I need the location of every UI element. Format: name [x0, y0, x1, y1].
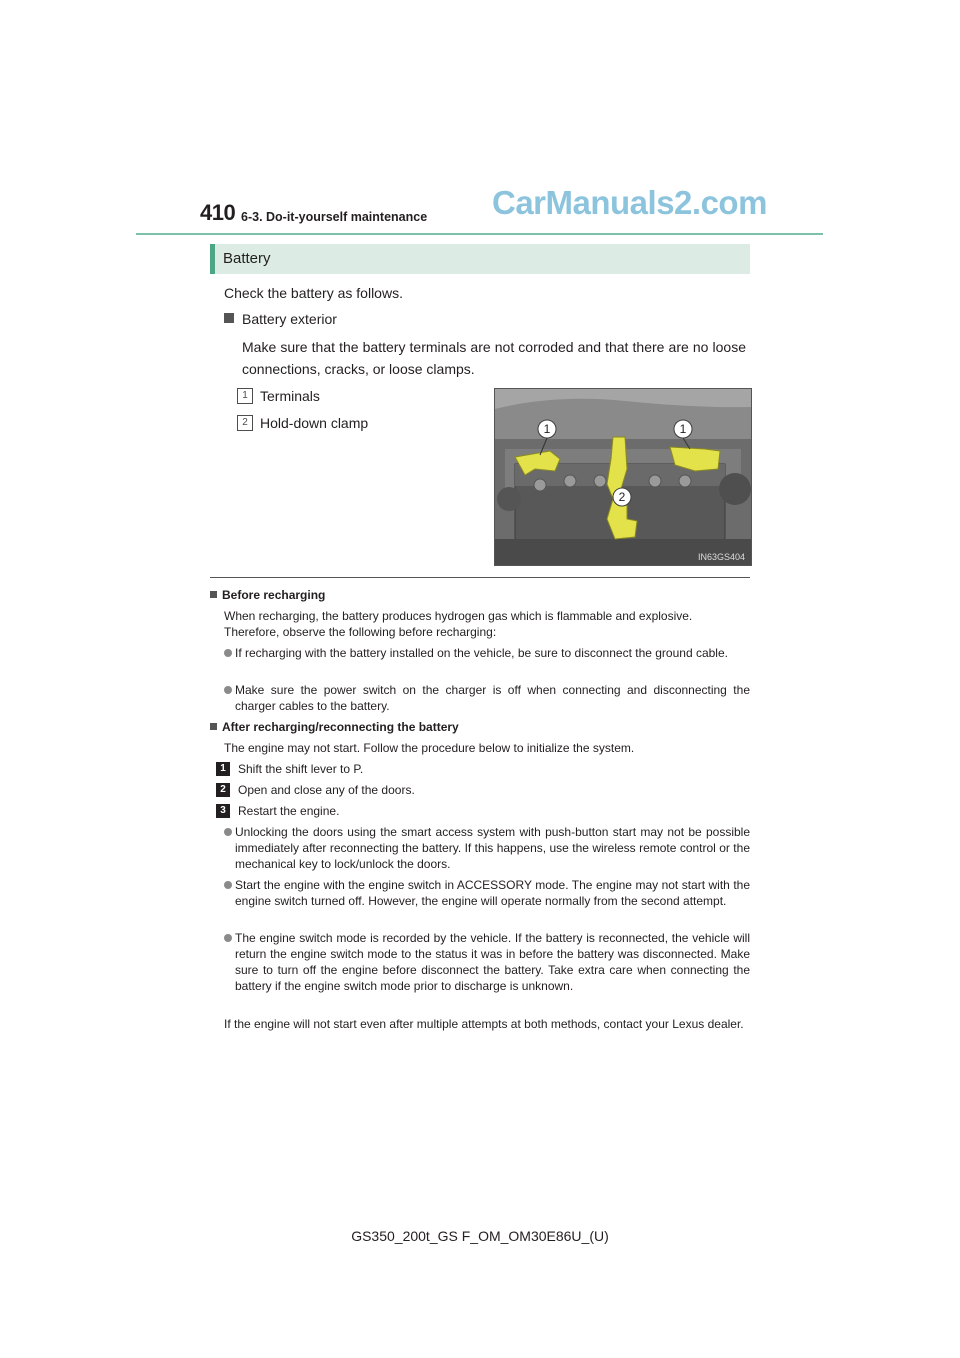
battery-heading-accent [210, 244, 215, 274]
square-bullet-icon [210, 591, 217, 598]
step-number-2: 2 [216, 783, 230, 797]
recharging-heading: Before recharging [222, 588, 326, 602]
header-rule [136, 233, 823, 235]
section-title: 6-3. Do-it-yourself maintenance [241, 210, 428, 224]
step-2-text: Open and close any of the doors. [238, 783, 415, 797]
recharging-heading-row [210, 587, 325, 603]
bullet-dot-icon [224, 881, 232, 889]
recharging-bullet-1: If recharging with the battery installed on the vehicle, be sure to disconnect the ground cable. [224, 645, 750, 661]
legend-label-terminals: Terminals [260, 388, 320, 404]
figure-code: IN63GS404 [697, 552, 745, 562]
document-code: GS350_200t_GS F_OM_OM30E86U_(U) [351, 1228, 609, 1244]
step-3-text: Restart the engine. [238, 804, 340, 818]
after-bullet-1: Unlocking the doors using the smart access system with push-button start may not be possible immediately after reconnecting the battery. If this happens, use the wireless remote control or the mechanical key to lock/unlock the doors. [224, 824, 750, 872]
exterior-text: Make sure that the battery terminals are not corroded and that there are no loose connections, cracks, or loose clamps. [242, 339, 746, 377]
bullet-dot-icon [224, 828, 232, 836]
callout-2: 2 [618, 490, 626, 504]
square-bullet-icon [224, 313, 234, 323]
bullet-dot-icon [224, 649, 232, 657]
square-bullet-icon [210, 723, 217, 730]
callout-1-left: 1 [543, 422, 551, 436]
exterior-heading: Battery exterior [242, 311, 337, 327]
legend-number-2: 2 [237, 415, 253, 431]
after-bullet-2: Start the engine with the engine switch in ACCESSORY mode. The engine may not start with the engine switch turned off. However, the engine will operate normally from the second attempt. [224, 877, 750, 909]
battery-heading: Battery [223, 250, 271, 267]
after-heading-row [210, 719, 459, 735]
watermark: CarManuals2.com [492, 184, 767, 221]
recharging-text: When recharging, the battery produces hydrogen gas which is flammable and explosive. Therefore, observe the following before recharging: [224, 609, 693, 639]
closing-text: If the engine will not start even after multiple attempts at both methods, contact your Lexus dealer. [224, 1017, 744, 1031]
legend-number-1: 1 [237, 388, 253, 404]
battery-intro: Check the battery as follows. [224, 285, 403, 301]
battery-illustration [494, 388, 752, 566]
exterior-heading-row [224, 308, 337, 330]
bullet-dot-icon [224, 686, 232, 694]
page-number: 410 [200, 200, 236, 225]
battery-heading-bar [210, 244, 750, 274]
recharging-bullet-2: Make sure the power switch on the charger is off when connecting and disconnecting the charger cables to the battery. [224, 682, 750, 714]
step-number-1: 1 [216, 762, 230, 776]
battery-illustration-svg [495, 389, 751, 565]
step-number-3: 3 [216, 804, 230, 818]
after-heading: After recharging/reconnecting the battery [222, 720, 459, 734]
bullet-dot-icon [224, 934, 232, 942]
section-divider [210, 577, 750, 578]
legend-label-clamp: Hold-down clamp [260, 415, 369, 431]
callout-1-right: 1 [679, 422, 687, 436]
step-1-text: Shift the shift lever to P. [238, 762, 364, 776]
after-bullet-3: The engine switch mode is recorded by the vehicle. If the battery is reconnected, the vehicle will return the engine switch mode to the status it was in before the battery was disconnected. Make sure to turn off the engine before disconnect the battery. Take extra care when connecting the battery if the engine switch mode prior to discharge is unknown. [224, 930, 750, 994]
after-text: The engine may not start. Follow the procedure below to initialize the system. [224, 741, 635, 755]
